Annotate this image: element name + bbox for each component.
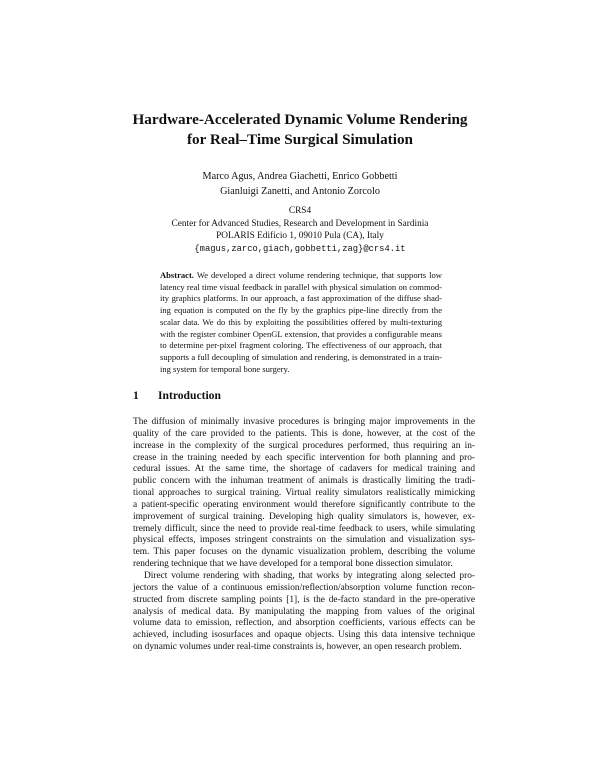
section-heading: [133, 389, 221, 403]
affiliation-org: CRS4: [288, 206, 312, 216]
text-line: analysis of medical data. By manipulating the mapping from values of the original: [133, 606, 475, 617]
text-line: a patient-specific operating environment would therefore significantly contribute to the: [133, 499, 475, 510]
text-line: achieved, including isosurfaces and opaque objects. Using this data intensive technique: [133, 630, 475, 641]
abstract: [160, 270, 442, 375]
text-line: tremely difficult, since the need to provide real-time feedback to users, while simulating: [133, 523, 475, 534]
text-line: increase in the complexity of the surgical procedures performed, thus requiring an in-: [133, 440, 475, 451]
abstract-line: Abstract. We developed a direct volume rendering technique, that supports low: [160, 270, 442, 280]
section-number: 1: [133, 389, 139, 402]
abstract-line: latency real time visual feedback in parallel with physical simulation on commod-: [160, 281, 442, 292]
text-line: on dynamic volumes under real-time constraints is, however, an open research problem.: [133, 642, 462, 653]
text-line: tional approaches to surgical training. Virtual reality simulators realistically mimicking: [133, 488, 475, 499]
title-line-2: for Real–Time Surgical Simulation: [187, 131, 413, 148]
abstract-label: Abstract.: [160, 270, 194, 280]
body-text: [133, 417, 475, 654]
affiliation-email: {magus,zarco,giach,gobbetti,zag}@crs4.it: [194, 243, 406, 254]
section-title: Introduction: [158, 389, 221, 402]
text-line: quality of the care provided to the patients. This is done, however, at the cost of the: [133, 428, 475, 439]
affiliation-address: POLARIS Edificio 1, 09010 Pula (CA), Italy: [216, 231, 384, 241]
authors-line-2: Gianluigi Zanetti, and Antonio Zorcolo: [220, 185, 380, 197]
text-line: crease in the training needed by each specific intervention for both planning and pro-: [133, 452, 475, 463]
abstract-line: supports a full decoupling of simulation and rendering, is demonstrated in a train-: [160, 351, 442, 362]
title-line-1: Hardware-Accelerated Dynamic Volume Rendering: [132, 111, 468, 128]
author-list: [0, 170, 600, 199]
abstract-line: with the register combiner OpenGL extension, that provides a configurable means: [160, 328, 442, 339]
text-line: public concern with the inhuman treatment of animals is drastically limiting the tradi-: [133, 476, 475, 487]
paragraph-1: [133, 417, 475, 571]
text-line: The diffusion of minimally invasive procedures is bringing major improvements in the: [133, 417, 475, 427]
authors-line-1: Marco Agus, Andrea Giachetti, Enrico Gobbetti: [202, 171, 398, 182]
text-line: structed from discrete sampling points [1], is the de-facto standard in the pre-operative: [133, 594, 475, 605]
abstract-line: ing system for temporal bone surgery.: [160, 363, 290, 374]
affiliation-center: Center for Advanced Studies, Research and Development in Sardinia: [171, 218, 429, 229]
abstract-line: scalar data. We do this by exploiting the possibilities offered by multi-texturing: [160, 316, 442, 327]
text-line: volume data to emission, reflection, and absorption coefficients, various effects can be: [133, 618, 475, 629]
abstract-line: to determine per-pixel fragment coloring. The effectiveness of our approach, that: [160, 340, 442, 351]
abstract-line: ing equation is computed on the fly by the graphics pipe-line directly from the: [160, 305, 442, 316]
abstract-line: ity graphics platforms. In our approach, a fast approximation of the diffuse shad-: [160, 293, 442, 304]
paragraph-2: [133, 571, 475, 654]
text-line: improvement of surgical training. Developing high quality simulators is, however, ex-: [133, 511, 475, 522]
text-line: jectors the value of a continuous emission/reflection/absorption volume function recon-: [133, 582, 475, 593]
text-line: tem. This paper focuses on the dynamic visualization problem, describing the volume: [133, 547, 475, 558]
affiliation: [0, 205, 600, 255]
text-line: physical effects, imposes stringent constraints on the simulation and visualization sys-: [133, 535, 475, 546]
paper-title: [0, 110, 600, 150]
text-line: cedural issues. At the same time, the shortage of cadavers for medical training and: [133, 464, 475, 475]
text-line: rendering technique that we have developed for a temporal bone dissection simulator.: [133, 559, 453, 570]
text-line: Direct volume rendering with shading, that works by integrating along selected pro-: [144, 570, 475, 581]
